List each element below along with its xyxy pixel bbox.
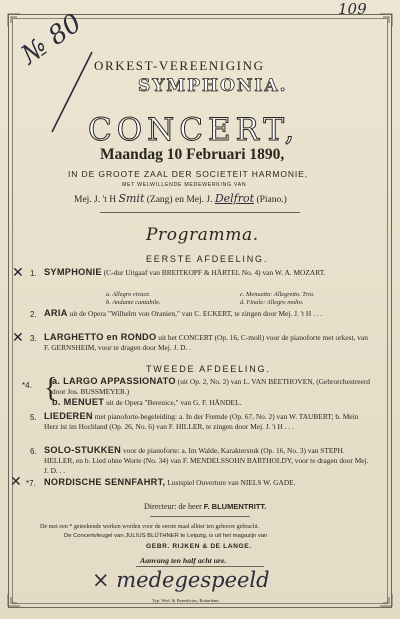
- start-time-underline: [136, 566, 264, 567]
- corner-ornament-bottom-right: [378, 592, 394, 608]
- movement-c: c. Menuetto: Allegretto. Trio.: [240, 291, 315, 298]
- corner-ornament-top-right: [378, 12, 394, 28]
- programme-item-3: [44, 332, 374, 353]
- director-name: F. BLUMENTRITT.: [203, 502, 267, 511]
- item-number: 5.: [30, 413, 37, 422]
- item-number: 6.: [30, 447, 37, 456]
- corner-ornament-top-left: [6, 12, 22, 28]
- concert-date: Maandag 10 Februari 1890,: [100, 146, 285, 163]
- item-description: uit de Opera "Wilhelm von Oranien," van C. ECKERT, te zingen door Mej. J. 't H . . .: [69, 309, 323, 318]
- item-number: *7.: [26, 479, 36, 488]
- item-description: uit de Opera "Berenice," van G. F. HÄNDEL.: [106, 398, 242, 407]
- programme-item-6: [44, 445, 374, 476]
- movement-d: d. Finale: Allegro molto.: [240, 299, 304, 306]
- item-title: NORDISCHE SENNFAHRT,: [44, 477, 166, 487]
- society-label: ORKEST-VEREENIGING: [94, 58, 265, 73]
- programme-item-5: [44, 411, 374, 432]
- society-name: SYMPHONIA.: [138, 76, 288, 96]
- item-number: *4.: [22, 381, 32, 390]
- handwritten-page-number: 109: [338, 0, 367, 18]
- movement-b: b. Andante cantabile.: [106, 299, 161, 306]
- performer-singer-prefix: Mej. J. 't H: [74, 195, 117, 205]
- programme-item-1: [44, 267, 374, 278]
- cooperation-label: MET WELWILLENDE MEDEWERKING VAN: [122, 182, 247, 188]
- premiere-note: De met een * geteekende werken worden voor de eerste maal alhier ten gehoore gebracht.: [40, 524, 260, 530]
- programme-heading: Programma.: [146, 225, 259, 245]
- movement-a: a. Allegro vivace.: [106, 291, 151, 298]
- performer-pianist-suffix: (Piano.): [256, 195, 287, 205]
- item-description: Lustspiel Ouverture van NIELS W. GADE.: [167, 478, 296, 487]
- part-one-heading: EERSTE AFDEELING.: [146, 254, 269, 264]
- item-title: a. LARGO APPASSIONATO: [52, 376, 176, 386]
- item-title: ARIA: [44, 308, 68, 318]
- item-title: LIEDEREN: [44, 411, 93, 421]
- programme-item-2: [44, 308, 374, 319]
- handwritten-catalogue-number: № 80: [16, 8, 88, 71]
- corner-ornament-bottom-left: [6, 592, 22, 608]
- piano-supplier: GEBR. RIJKEN & DE LANGE.: [146, 543, 252, 550]
- concert-venue: IN DE GROOTE ZAAL DER SOCIETEIT HARMONIE,: [68, 169, 308, 179]
- handwritten-pianist-name: Delfrot: [214, 192, 255, 205]
- item-number: 2.: [30, 310, 37, 319]
- handwritten-cross-mark: ✕: [10, 474, 22, 490]
- item-description: (uit Op. 2, No. 2) van L. VAN BEETHOVEN, (Gebrorchestreerd door Jos. BUSSMEYER.): [52, 377, 370, 396]
- item-description: voor de pianoforte: a. Im Walde, Karakterstuk (Op. 16, No. 3) van STEPH. HELLER, en b. Lied ohne Worte (No. 34) van F. MENDELSSOHN BARTHOLDY, voor te dragen door Mej. J. D. . .: [44, 446, 369, 475]
- concert-title: CONCERT,: [88, 112, 300, 148]
- programme-item-4a: [52, 376, 374, 397]
- director-line: [144, 502, 266, 511]
- header-divider: [100, 212, 300, 213]
- part-two-heading: TWEEDE AFDEELING.: [146, 364, 271, 374]
- item-title: b. MENUET: [52, 397, 105, 407]
- handwritten-cross-mark: ✕: [12, 330, 24, 346]
- item-number: 3.: [30, 334, 37, 343]
- item-title: LARGHETTO en RONDO: [44, 332, 157, 342]
- director-label: Directeur: de heer: [144, 502, 202, 511]
- item-number: 1.: [30, 269, 37, 278]
- programme-item-4b: [52, 397, 374, 408]
- piano-note: De Concertvleugel van JULIUS BLÜTHNER te Leipzig, is uit het magazijn van: [64, 533, 268, 539]
- handwritten-performed-note: × medegespeeld: [92, 568, 270, 592]
- footer-divider: [150, 516, 250, 517]
- performers-line: [74, 192, 287, 205]
- item-4-brace: {: [44, 373, 58, 404]
- performer-pianist-prefix: (Zang) en Mej. J.: [146, 195, 213, 205]
- handwritten-cross-mark: ✕: [12, 265, 24, 281]
- item-description: uit het CONCERT (Op. 16, C-moll) voor de pianoforte met orkest, van F. GERNSHEIM, voor te dragen door Mej. J. D. .: [44, 333, 368, 352]
- programme-item-7: [44, 477, 374, 488]
- item-description: met pianoforte-begeleiding: a. In der Fremde (Op. 67, No. 2) van W. TAUBERT; b. Mein Herz ist im Hochland (Op. 26, No. 6) van F. HILLER, te zingen door Mej. J. 't H . . .: [44, 412, 359, 431]
- item-title: SYMPHONIE: [44, 267, 102, 277]
- printer-credit: Typ. Wed. & Benedictus, Rotterdam: [152, 598, 219, 603]
- item-title: SOLO-STUKKEN: [44, 445, 122, 455]
- start-time: Aanvang ten half acht ure.: [140, 556, 227, 565]
- handwritten-singer-name: Smit: [118, 192, 145, 205]
- item-description: (C-dur Uitgaaf van BREITKOPF & HÄRTEL No. 4) van W. A. MOZART.: [103, 268, 326, 277]
